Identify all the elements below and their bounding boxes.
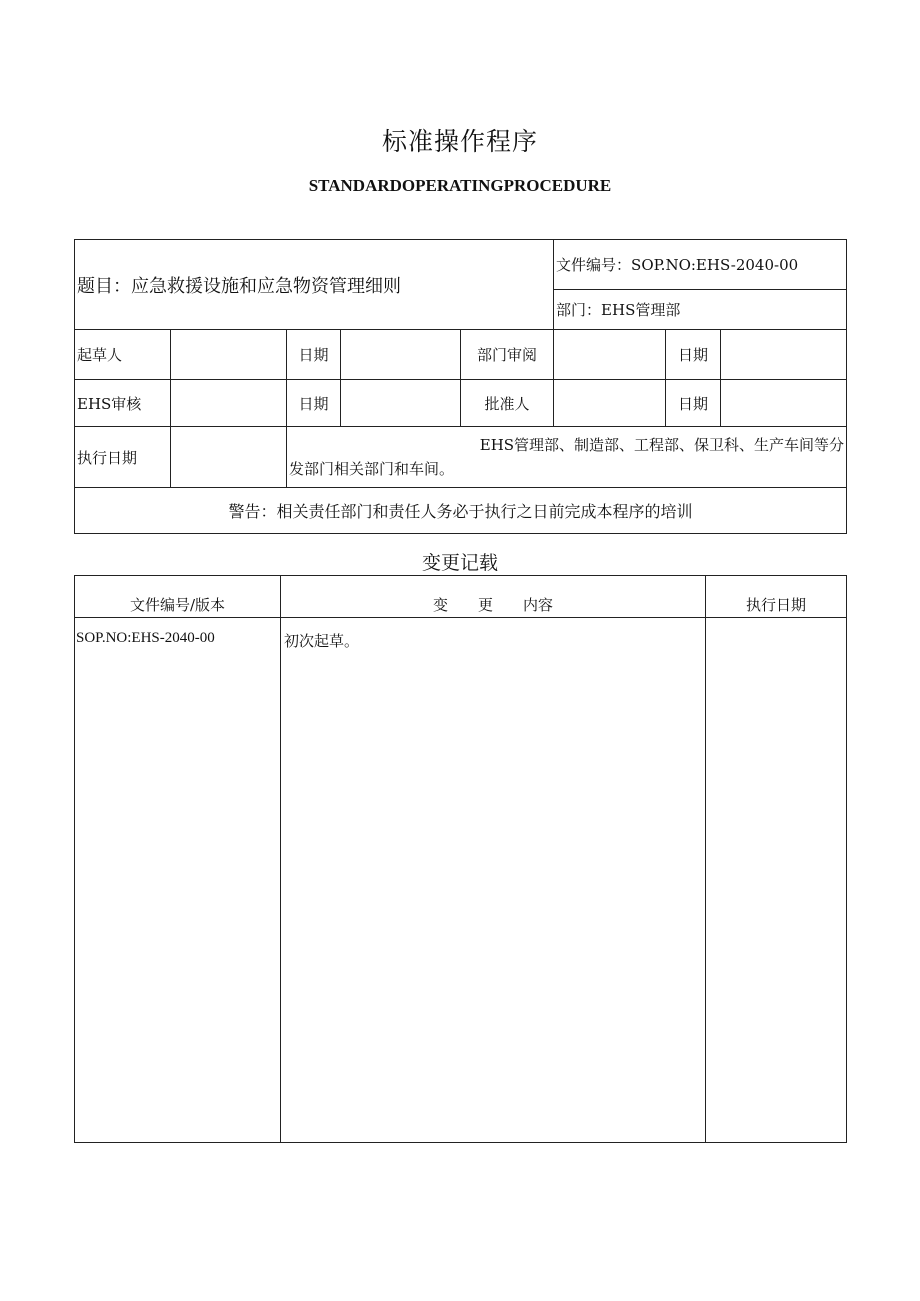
distribution-line-1: EHS管理部、制造部、工程部、保卫科、生产车间等分 (479, 436, 845, 454)
row-date (706, 618, 847, 1143)
ehs-review-value (171, 380, 287, 427)
distribution-line-2: 发部门相关部门和车间。 (289, 460, 455, 478)
exec-date-value (171, 427, 287, 488)
approver-label: 批准人 (461, 380, 554, 427)
approve-date-label: 日期 (666, 380, 721, 427)
column-header-content: 变 更 内容 (281, 576, 706, 618)
file-number: 文件编号：SOP.NO:EHS-2040-00 (554, 240, 847, 290)
exec-date-label: 执行日期 (75, 427, 171, 488)
department: 部门：EHS管理部 (554, 290, 847, 330)
training-warning: 警告：相关责任部门和责任人务必于执行之日前完成本程序的培训 (75, 488, 847, 534)
change-log-title: 变更记载 (421, 552, 498, 574)
column-header-version: 文件编号/版本 (75, 576, 281, 618)
approve-date-value (721, 380, 847, 427)
page-title: 标准操作程序 (381, 127, 538, 156)
ehs-date-label: 日期 (287, 380, 341, 427)
row-content: 初次起草。 (281, 618, 706, 1143)
distribution-scope (287, 427, 847, 488)
subject-cell: 题目：应急救援设施和应急物资管理细则 (75, 240, 554, 330)
column-header-date: 执行日期 (706, 576, 847, 618)
drafter-value (171, 330, 287, 380)
row-version: SOP.NO:EHS-2040-00 (75, 618, 281, 1143)
page-subtitle: STANDARDOPERATINGPROCEDURE (308, 176, 612, 195)
dept-review-value (554, 330, 666, 380)
table-row (75, 618, 847, 1143)
ehs-date-value (341, 380, 461, 427)
approver-value (554, 380, 666, 427)
drafter-label: 起草人 (75, 330, 171, 380)
document-info-table (74, 239, 847, 534)
draft-date-label: 日期 (287, 330, 341, 380)
review-date-label: 日期 (666, 330, 721, 380)
ehs-review-label: EHS审核 (75, 380, 171, 427)
change-log-table (74, 575, 847, 1143)
dept-review-label: 部门审阅 (461, 330, 554, 380)
draft-date-value (341, 330, 461, 380)
review-date-value (721, 330, 847, 380)
